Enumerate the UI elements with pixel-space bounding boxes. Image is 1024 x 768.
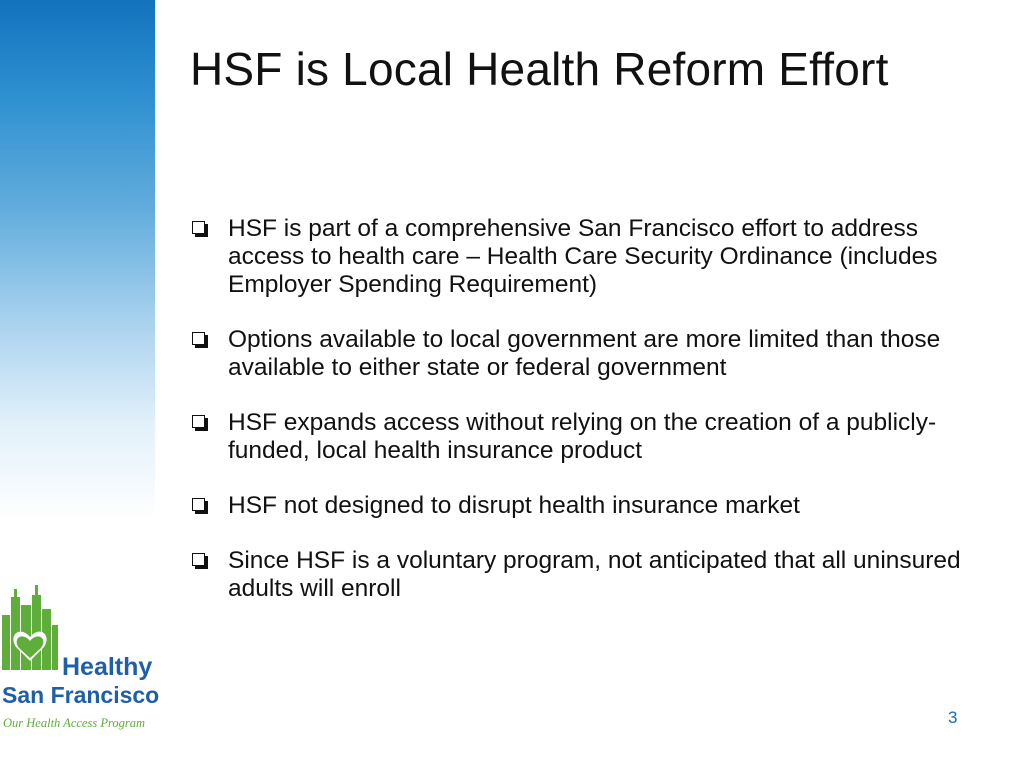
hollow-square-bullet-icon: [192, 221, 205, 234]
bullet-text: Options available to local government are more limited than those available to either state or federal government: [228, 326, 941, 381]
bullet-item: [190, 492, 980, 520]
hollow-square-bullet-icon: [192, 415, 205, 428]
city-skyline-heart-icon: [2, 585, 58, 670]
logo-san-francisco-text: San Francisco: [2, 682, 160, 708]
side-gradient-band: [0, 0, 155, 520]
healthy-san-francisco-logo: [0, 585, 160, 745]
logo-tagline-text: Our Health Access Program: [3, 716, 145, 730]
hollow-square-bullet-icon: [192, 332, 205, 345]
bullet-item: [190, 409, 980, 465]
bullet-text: HSF is part of a comprehensive San Francisco effort to address access to health care – Health Care Security Ordinance (includes Employer Spending Requirement): [228, 215, 938, 298]
hollow-square-bullet-icon: [192, 498, 205, 511]
bullet-list: [190, 215, 980, 630]
bullet-text: HSF expands access without relying on the creation of a publicly-funded, local health insurance product: [228, 409, 937, 464]
bullet-item: [190, 326, 980, 382]
bullet-text: Since HSF is a voluntary program, not anticipated that all uninsured adults will enroll: [228, 547, 961, 602]
slide-title: HSF is Local Health Reform Effort: [190, 43, 889, 95]
page-number: 3: [948, 708, 958, 727]
hollow-square-bullet-icon: [192, 553, 205, 566]
bullet-text: HSF not designed to disrupt health insurance market: [228, 492, 800, 519]
bullet-item: [190, 215, 980, 299]
logo-healthy-text: Healthy: [62, 653, 153, 681]
bullet-item: [190, 547, 980, 603]
